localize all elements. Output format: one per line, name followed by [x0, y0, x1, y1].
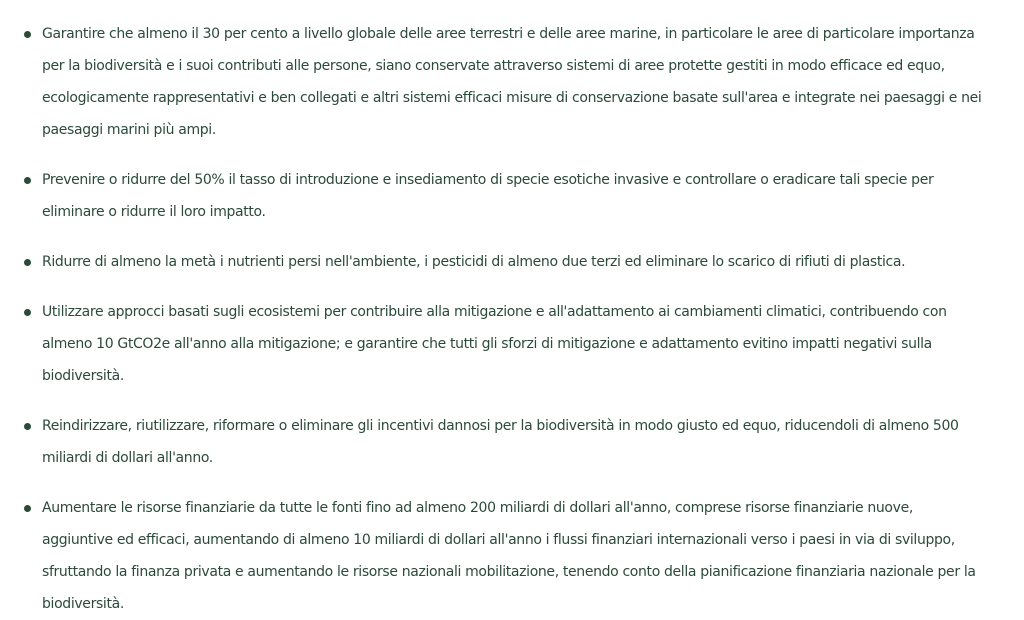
- list-item-text: Garantire che almeno il 30 per cento a livello globale delle aree terrestri e delle aree marine, in particolare le aree di particolare importanza per la biodiversità e i suoi contributi alle persone, siano conservate attraverso sistemi di aree protette gestiti in modo efficace ed equo, ecologicamente rappresentativi e ben collegati e altri sistemi efficaci misure di conservazione basate sull'area e integrate nei paesaggi e nei paesaggi marini più ampi.: [42, 26, 982, 138]
- list-item: [20, 410, 984, 474]
- bullet-dot-icon: [24, 423, 31, 430]
- list-item: [20, 18, 984, 146]
- bullet-dot-icon: [24, 309, 31, 316]
- bullet-dot-icon: [24, 177, 31, 184]
- list-item: [20, 492, 984, 620]
- list-item: [20, 296, 984, 392]
- bullet-dot-icon: [24, 259, 31, 266]
- bullet-list: [20, 18, 984, 620]
- list-item-text: Reindirizzare, riutilizzare, riformare o eliminare gli incentivi dannosi per la biodiversità in modo giusto ed equo, riducendoli di almeno 500 miliardi di dollari all'anno.: [42, 418, 959, 466]
- list-item: [20, 246, 984, 278]
- list-item-text: Ridurre di almeno la metà i nutrienti persi nell'ambiente, i pesticidi di almeno due terzi ed eliminare lo scarico di rifiuti di plastica.: [42, 254, 906, 270]
- list-item-text: Utilizzare approcci basati sugli ecosistemi per contribuire alla mitigazione e all'adattamento ai cambiamenti climatici, contribuendo con almeno 10 GtCO2e all'anno alla mitigazione; e garantire che tutti gli sforzi di mitigazione e adattamento evitino impatti negativi sulla biodiversità.: [42, 304, 947, 384]
- bullet-dot-icon: [24, 505, 31, 512]
- list-item-text: Aumentare le risorse finanziarie da tutte le fonti fino ad almeno 200 miliardi di dollari all'anno, comprese risorse finanziarie nuove, aggiuntive ed efficaci, aumentando di almeno 10 miliardi di dollari all'anno i flussi finanziari internazionali verso i paesi in via di sviluppo, sfruttando la finanza privata e aumentando le risorse nazionali mobilitazione, tenendo conto della pianificazione finanziaria nazionale per la biodiversità.: [42, 500, 976, 612]
- bullet-dot-icon: [24, 31, 31, 38]
- list-item: [20, 164, 984, 228]
- list-item-text: Prevenire o ridurre del 50% il tasso di introduzione e insediamento di specie esotiche invasive e controllare o eradicare tali specie per eliminare o ridurre il loro impatto.: [42, 172, 934, 220]
